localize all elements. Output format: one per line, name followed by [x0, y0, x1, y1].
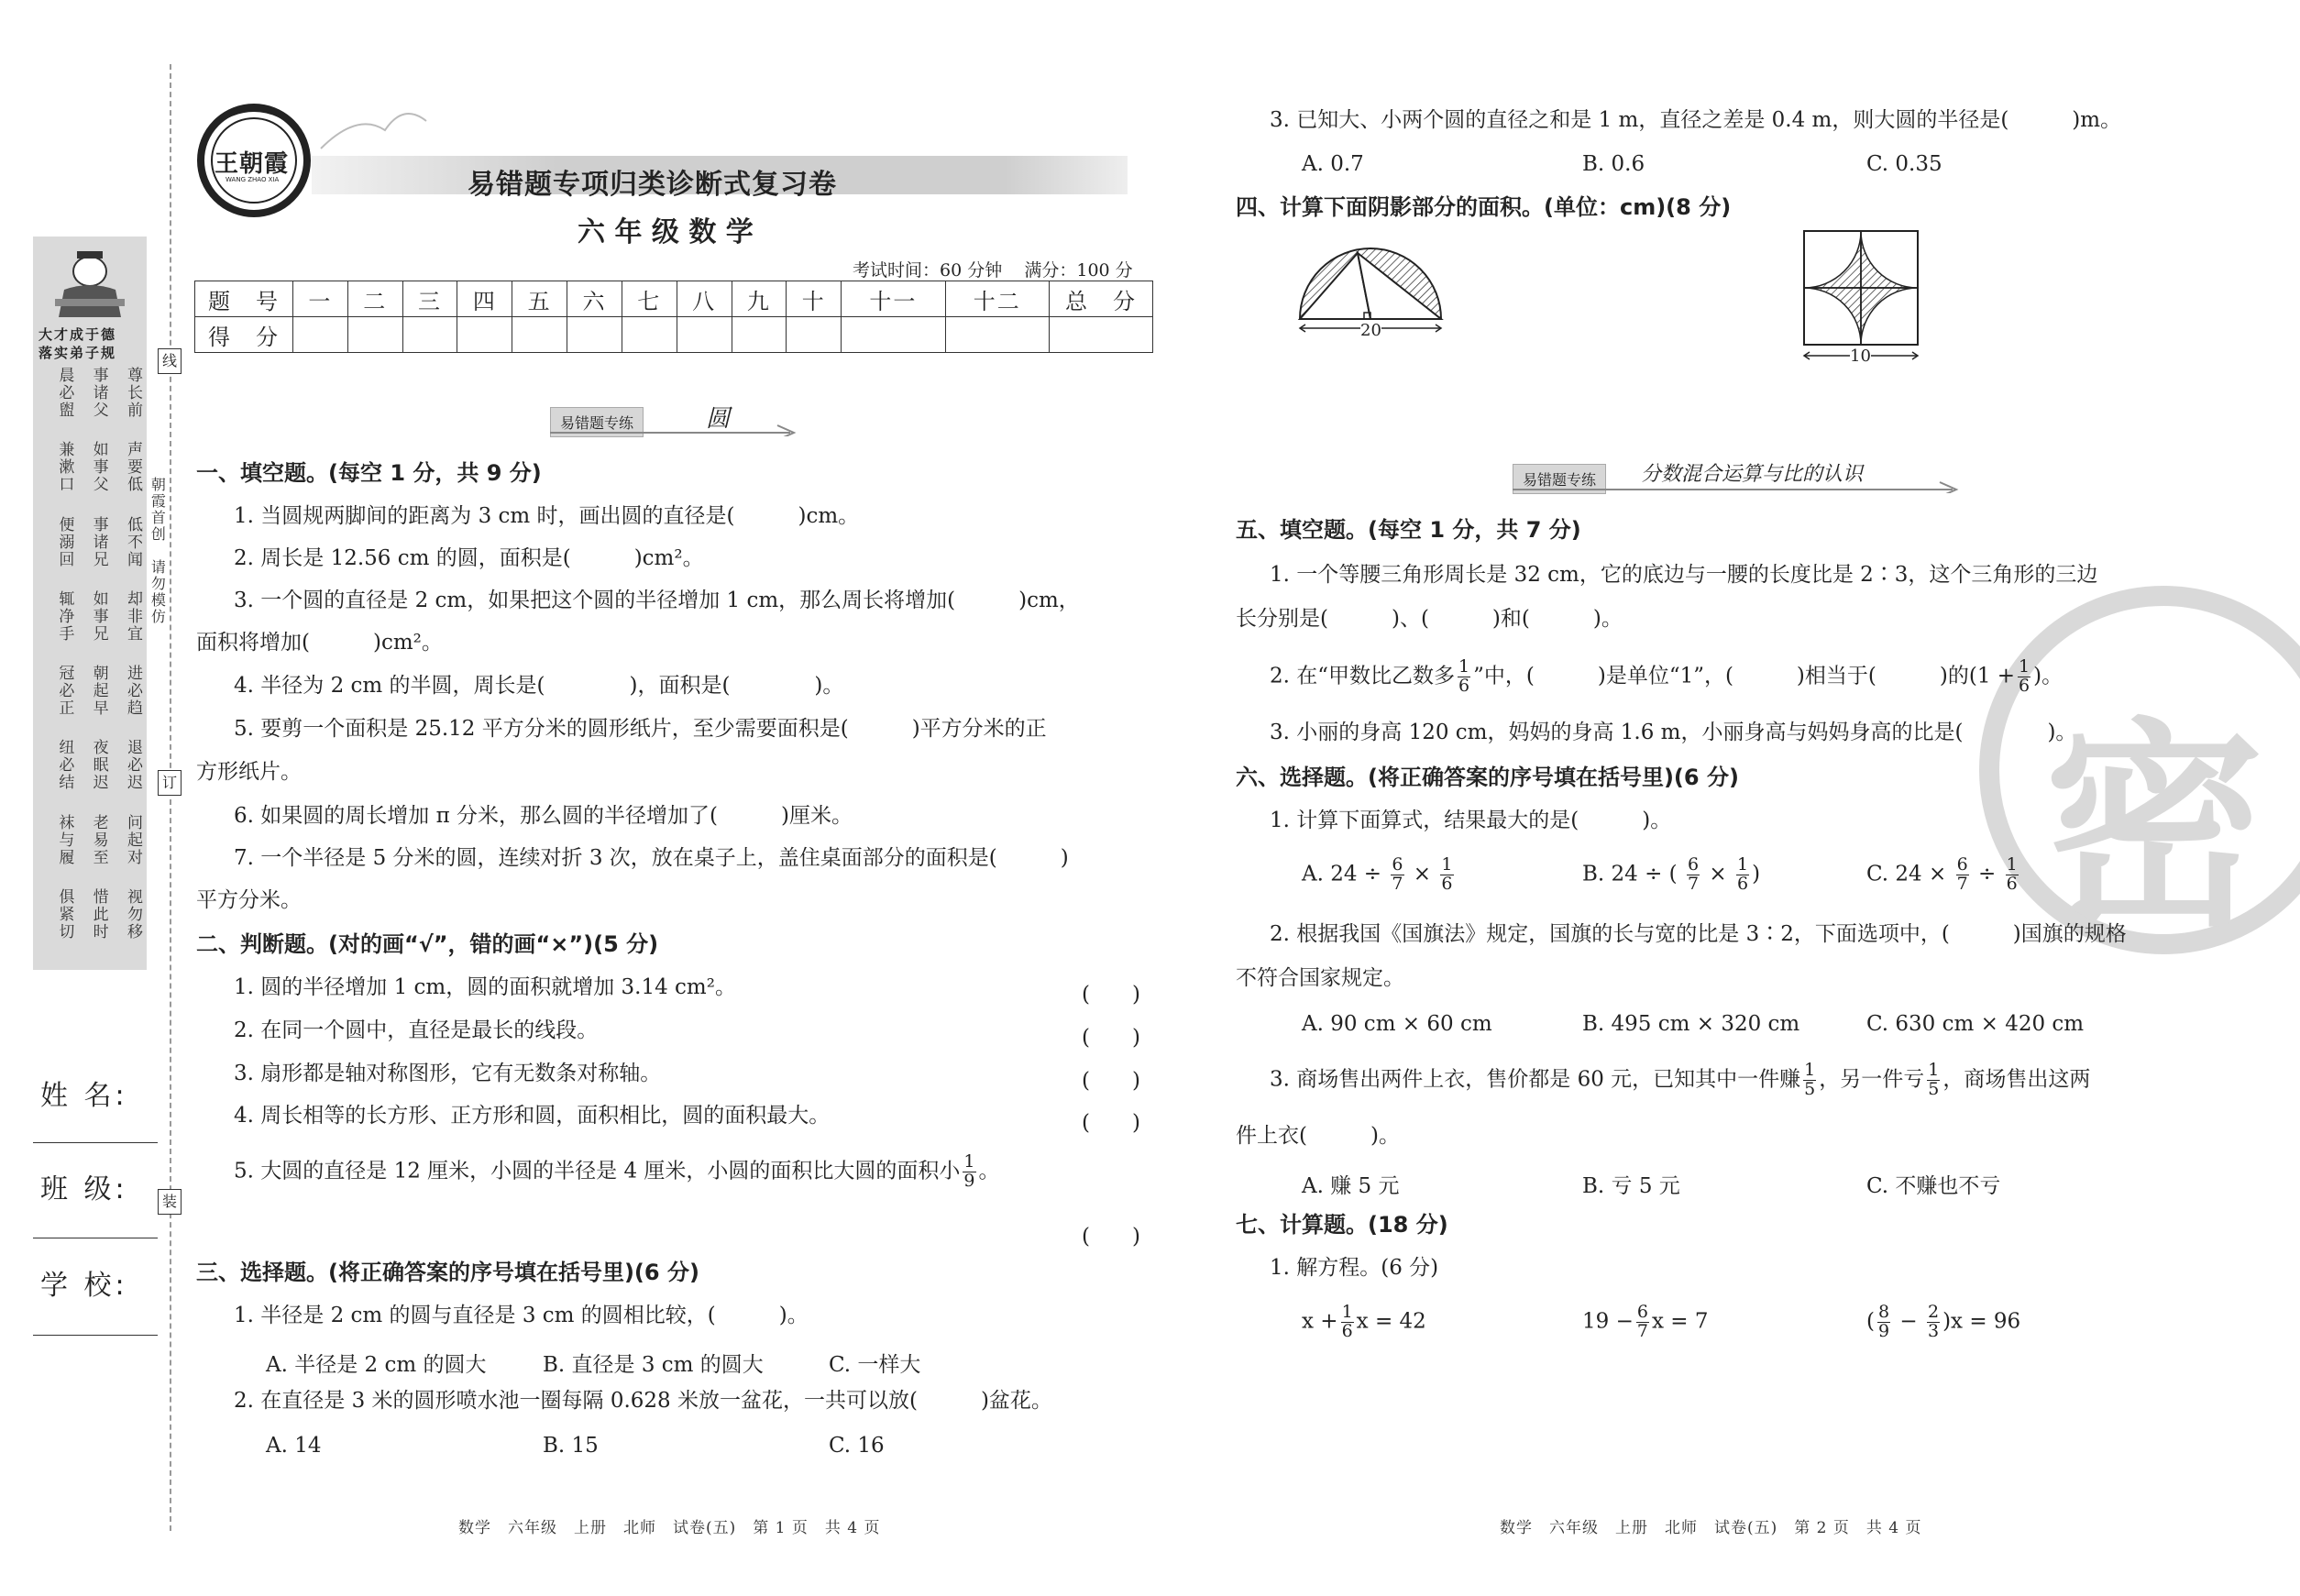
score-cell[interactable] [677, 317, 732, 353]
question-text: 6. 如果圆的周长增加 π 分米，那么圆的半径增加了( )厘米。 [234, 804, 853, 828]
equation-text: x = 7 [1651, 1309, 1709, 1334]
brand-subtitle: WANG ZHAO XIA [226, 176, 280, 183]
topic-title: 分数混合运算与比的认识 [1641, 463, 1864, 486]
option-c[interactable]: C. 16 [829, 1434, 885, 1458]
score-cell[interactable] [842, 317, 945, 353]
equation-1 [1302, 1304, 1426, 1341]
dizigui-col: 俱紧切 [55, 887, 74, 941]
cut-mark-text: 装 [161, 1193, 177, 1210]
dizigui-col: 问起对 [123, 813, 142, 866]
school-label: 学 校: [40, 1270, 128, 1302]
score-header-cell: 十 [787, 281, 842, 317]
dimension-label: 10 [1850, 347, 1871, 366]
fraction: $\frac{6}{7}$ [1956, 854, 1968, 894]
question-text: 长分别是( )、( )和( )。 [1236, 607, 1623, 631]
fraction: $\frac{1}{6}$ [1441, 854, 1453, 894]
score-header-cell: 十二 [945, 281, 1049, 317]
question-text-part: )。 [2033, 664, 2063, 688]
dizigui-col: 声要低 [123, 441, 142, 494]
dizigui-col: 视勿移 [123, 887, 142, 941]
motto-1: 大才成于德 [39, 326, 117, 343]
fraction: $\frac{6}{7}$ [1636, 1302, 1648, 1341]
numerator: 1 [2019, 656, 2030, 677]
fraction: $\frac{6}{7}$ [1392, 854, 1403, 894]
fraction: $\frac{8}{9}$ [1877, 1302, 1890, 1341]
dizigui-col: 袜与履 [55, 813, 74, 866]
fraction: $\frac{1}{5}$ [1804, 1060, 1816, 1099]
ribbon-decoration [312, 103, 431, 158]
class-label: 班 级: [40, 1173, 128, 1205]
fraction: $\frac{1}{5}$ [1928, 1060, 1940, 1099]
option-c[interactable]: C. 24 × $\frac{6}{7}$ ÷ $\frac{1}{6}$ [1866, 854, 2018, 894]
section-title: 三、选择题。(将正确答案的序号填在括号里)(6 分) [196, 1260, 699, 1285]
question-text-part: ，商场售出这两 [1942, 1067, 2091, 1092]
answer-paren[interactable]: ( ) [1082, 1069, 1140, 1093]
dizigui-col: 惜此时 [89, 887, 108, 941]
score-header-cell: 一 [293, 281, 348, 317]
option-a[interactable]: A. 90 cm × 60 cm [1302, 1012, 1492, 1036]
option-b[interactable]: B. 直径是 3 cm 的圆大 [543, 1353, 764, 1377]
dizigui-col: 退必迟 [123, 739, 142, 792]
score-cell[interactable] [457, 317, 512, 353]
question-text-part: 。 [978, 1159, 1000, 1183]
question-text-part: 5. 大圆的直径是 12 厘米，小圆的半径是 4 厘米，小圆的面积比大圆的面积小 [234, 1159, 961, 1183]
dizigui-col: 纽必结 [55, 739, 74, 792]
score-row-label: 得 分 [195, 317, 293, 353]
option-text: B. 24 ÷ ( [1582, 862, 1678, 886]
dimension-label: 20 [1360, 321, 1381, 340]
dizigui-col: 冠必正 [55, 665, 74, 717]
option-b[interactable]: B. 15 [543, 1434, 599, 1458]
dizigui-col: 辄净手 [55, 589, 74, 643]
score-cell[interactable] [945, 317, 1049, 353]
dizigui-text [40, 367, 143, 963]
cut-mark-install [158, 1189, 182, 1215]
question-text: 1. 一个等腰三角形周长是 32 cm，它的底边与一腰的长度比是 2∶3，这个三角形的三边 [1270, 563, 2098, 587]
score-cell[interactable] [293, 317, 348, 353]
score-header-cell: 六 [567, 281, 622, 317]
score-cell[interactable] [402, 317, 457, 353]
copyright-seal-text: 朝霞首创 请勿模仿 [149, 477, 167, 625]
fraction: $\frac{6}{7}$ [1687, 854, 1700, 894]
question-text: 1. 圆的半径增加 1 cm，圆的面积就增加 3.14 cm²。 [234, 975, 736, 999]
question-text: 1. 半径是 2 cm 的圆与直径是 3 cm 的圆相比较，( )。 [234, 1304, 809, 1327]
question-text: 7. 一个半径是 5 分米的圆，连续对折 3 次，放在桌子上，盖住桌面部分的面积是( ) [234, 846, 1069, 870]
denominator: 6 [2019, 675, 2030, 696]
arrow-decoration [550, 409, 798, 436]
option-a[interactable]: A. 14 [266, 1434, 322, 1458]
question-text: 4. 半径为 2 cm 的半圆，周长是( )，面积是( )。 [234, 674, 844, 698]
question-text: 2. 周长是 12.56 cm 的圆，面积是( )cm²。 [234, 546, 704, 570]
dizigui-col: 便溺回 [55, 515, 74, 568]
option-c[interactable]: C. 630 cm × 420 cm [1866, 1012, 2085, 1036]
answer-paren[interactable]: ( ) [1082, 983, 1140, 1007]
exam-subtitle: 六 年 级 数 学 [578, 216, 754, 248]
score-header-cell: 三 [402, 281, 457, 317]
equation-text: )x = 96 [1942, 1309, 2021, 1334]
denominator: 9 [963, 1170, 975, 1191]
equation-text: x = 42 [1356, 1309, 1426, 1334]
cut-mark-text: 订 [161, 774, 177, 791]
section-title: 一、填空题。(每空 1 分，共 9 分) [196, 460, 542, 486]
question-text: 1. 当圆规两脚间的距离为 3 cm 时，画出圆的直径是( )cm。 [234, 504, 860, 528]
topic-title: 圆 [706, 405, 731, 433]
dizigui-col: 兼漱口 [55, 441, 74, 494]
name-field[interactable] [33, 1142, 158, 1143]
question-text [234, 1153, 1000, 1191]
exam-info: 考试时间：60 分钟 满分：100 分 [853, 260, 1133, 281]
option-b[interactable]: B. 亏 5 元 [1582, 1174, 1680, 1198]
question-text: 平方分米。 [196, 888, 302, 912]
fraction: $\frac{1}{6}$ [1736, 854, 1749, 894]
score-header-cell: 四 [457, 281, 512, 317]
score-cell[interactable] [512, 317, 567, 353]
section-title: 四、计算下面阴影部分的面积。(单位：cm)(8 分) [1236, 194, 1732, 220]
dizigui-col: 低不闻 [123, 515, 142, 568]
score-header-cell: 二 [347, 281, 402, 317]
score-cell[interactable] [347, 317, 402, 353]
equation-text: 19 − [1582, 1309, 1634, 1334]
name-label: 姓 名: [40, 1080, 128, 1112]
question-text: 2. 根据我国《国旗法》规定，国旗的长与宽的比是 3∶2，下面选项中，( )国旗的规格 [1270, 922, 2127, 946]
question-text-part: 3. 商场售出两件上衣，售价都是 60 元，已知其中一件赚 [1270, 1067, 1801, 1092]
section-title: 六、选择题。(将正确答案的序号填在括号里)(6 分) [1236, 765, 1739, 790]
fraction [1458, 658, 1470, 696]
score-header-cell: 七 [622, 281, 677, 317]
option-a[interactable]: A. 0.7 [1302, 152, 1364, 176]
dashed-binding-line [170, 64, 171, 1531]
equation-text: x + [1302, 1309, 1338, 1334]
dizigui-col: 却非宜 [123, 589, 142, 643]
fraction [963, 1153, 975, 1191]
option-b[interactable]: B. 24 ÷ ( $\frac{6}{7}$ × $\frac{1}{6}$ ) [1582, 854, 1761, 894]
question-text: 3. 已知大、小两个圆的直径之和是 1 m，直径之差是 0.4 m，则大圆的半径是( )m。 [1270, 108, 2122, 132]
dizigui-col: 进必趋 [123, 665, 142, 717]
question-text-part: ，另一件亏 [1819, 1067, 1925, 1092]
section-tag: 易错题专练 [550, 407, 644, 437]
question-text-part: ”中，( )是单位“1”，( )相当于( )的(1 + [1473, 664, 2016, 688]
page-footer: 数学 六年级 上册 北师 试卷(五) 第 2 页 共 4 页 [1500, 1519, 1922, 1537]
cut-mark-text: 线 [161, 352, 177, 369]
question-text: 件上衣( )。 [1236, 1124, 1400, 1148]
answer-paren[interactable]: ( ) [1082, 1111, 1140, 1135]
answer-paren[interactable]: ( ) [1082, 1026, 1140, 1050]
dizigui-col: 事诸父 [89, 367, 108, 419]
option-text: C. 24 × [1866, 862, 1947, 886]
option-b[interactable]: B. 0.6 [1582, 152, 1645, 176]
option-a[interactable]: A. 24 ÷ $\frac{6}{7}$ × $\frac{1}{6}$ [1302, 854, 1453, 894]
option-c[interactable]: C. 一样大 [829, 1353, 921, 1377]
question-text [1270, 658, 2063, 696]
section-title: 二、判断题。(对的画“√”，错的画“×”)(5 分) [196, 931, 659, 957]
question-text-part: 2. 在“甲数比乙数多 [1270, 664, 1456, 688]
semicircle-figure [1293, 238, 1448, 339]
dizigui-col: 如事兄 [89, 589, 108, 643]
dizigui-col: 如事父 [89, 441, 108, 494]
score-cell[interactable] [567, 317, 622, 353]
dizigui-col: 尊长前 [123, 367, 142, 419]
exam-title: 易错题专项归类诊断式复习卷 [468, 169, 837, 201]
dizigui-col: 事诸兄 [89, 515, 108, 568]
option-b[interactable]: B. 495 cm × 320 cm [1582, 1012, 1800, 1036]
brand-name: 王朝霞 [215, 150, 290, 178]
question-text: 4. 周长相等的长方形、正方形和圆，面积相比，圆的面积最大。 [234, 1104, 831, 1128]
dizigui-col: 老易至 [89, 813, 108, 866]
question-text: 3. 一个圆的直径是 2 cm，如果把这个圆的半径增加 1 cm，那么周长将增加( )cm， [234, 589, 1080, 612]
equation-2 [1582, 1304, 1708, 1341]
fraction: $\frac{1}{6}$ [1341, 1302, 1353, 1341]
option-c[interactable]: C. 不赚也不亏 [1866, 1174, 2001, 1198]
equation-3: ( $\frac{8}{9}$ − $\frac{2}{3}$ )x = 96 [1866, 1302, 2021, 1341]
fraction [2018, 658, 2030, 696]
score-cell[interactable] [787, 317, 842, 353]
denominator: 6 [1458, 675, 1470, 696]
confidential-stamp [1971, 578, 2300, 963]
dizigui-col: 夜眠迟 [89, 739, 108, 792]
score-header-cell: 题 号 [195, 281, 293, 317]
option-a[interactable]: A. 半径是 2 cm 的圆大 [266, 1353, 487, 1377]
score-header-cell: 五 [512, 281, 567, 317]
score-header-cell: 十一 [842, 281, 945, 317]
question-text: 不符合国家规定。 [1236, 966, 1404, 990]
cut-mark-bind [158, 770, 182, 796]
numerator: 1 [1458, 656, 1470, 677]
section-title: 五、填空题。(每空 1 分，共 7 分) [1236, 517, 1581, 543]
question-text: 5. 要剪一个面积是 25.12 平方分米的圆形纸片，至少需要面积是( )平方分米的正 [234, 717, 1047, 741]
fraction: $\frac{2}{3}$ [1927, 1302, 1940, 1341]
motto-2: 落实弟子规 [39, 345, 117, 361]
section-title: 七、计算题。(18 分) [1236, 1212, 1448, 1238]
question-text: 3. 扇形都是轴对称图形，它有无数条对称轴。 [234, 1062, 662, 1085]
question-text [1270, 1062, 2090, 1099]
option-a[interactable]: A. 赚 5 元 [1302, 1174, 1400, 1198]
fraction: $\frac{1}{6}$ [2006, 854, 2018, 894]
sidebar-panel [33, 237, 147, 970]
numerator: 1 [963, 1151, 975, 1172]
dizigui-col: 朝起早 [89, 665, 108, 717]
cut-mark-line [158, 348, 182, 374]
question-text: 2. 在直径是 3 米的圆形喷水池一圈每隔 0.628 米放一盆花，一共可以放( )盆花。 [234, 1389, 1052, 1413]
stamp-text: 密 [2044, 699, 2265, 956]
page-footer: 数学 六年级 上册 北师 试卷(五) 第 1 页 共 4 页 [458, 1519, 881, 1537]
school-field[interactable] [33, 1335, 158, 1336]
question-text: 2. 在同一个圆中，直径是最长的线段。 [234, 1018, 599, 1042]
question-text: 1. 计算下面算式，结果最大的是( )。 [1270, 809, 1672, 832]
dizigui-col: 晨必盥 [55, 367, 74, 419]
option-c[interactable]: C. 0.35 [1866, 152, 1942, 176]
score-header-cell: 八 [677, 281, 732, 317]
brand-logo [194, 101, 314, 220]
score-header-cell: 总 分 [1050, 281, 1153, 317]
question-text: 1. 解方程。(6 分) [1270, 1256, 1439, 1280]
question-text: 方形纸片。 [196, 760, 302, 784]
question-text: 3. 小丽的身高 120 cm，妈妈的身高 1.6 m，小丽身高与妈妈身高的比是( )。 [1270, 721, 2077, 744]
square-figure [1797, 227, 1925, 365]
question-text: 面积将增加( )cm²。 [196, 631, 443, 655]
scholar-illustration [46, 244, 134, 323]
score-header-cell: 九 [732, 281, 787, 317]
section-tag: 易错题专练 [1513, 464, 1606, 494]
score-cell[interactable] [732, 317, 787, 353]
answer-paren[interactable]: ( ) [1082, 1225, 1140, 1249]
score-table [194, 281, 1153, 353]
option-text: A. 24 ÷ [1302, 862, 1382, 886]
score-cell[interactable] [622, 317, 677, 353]
score-cell[interactable] [1050, 317, 1153, 353]
